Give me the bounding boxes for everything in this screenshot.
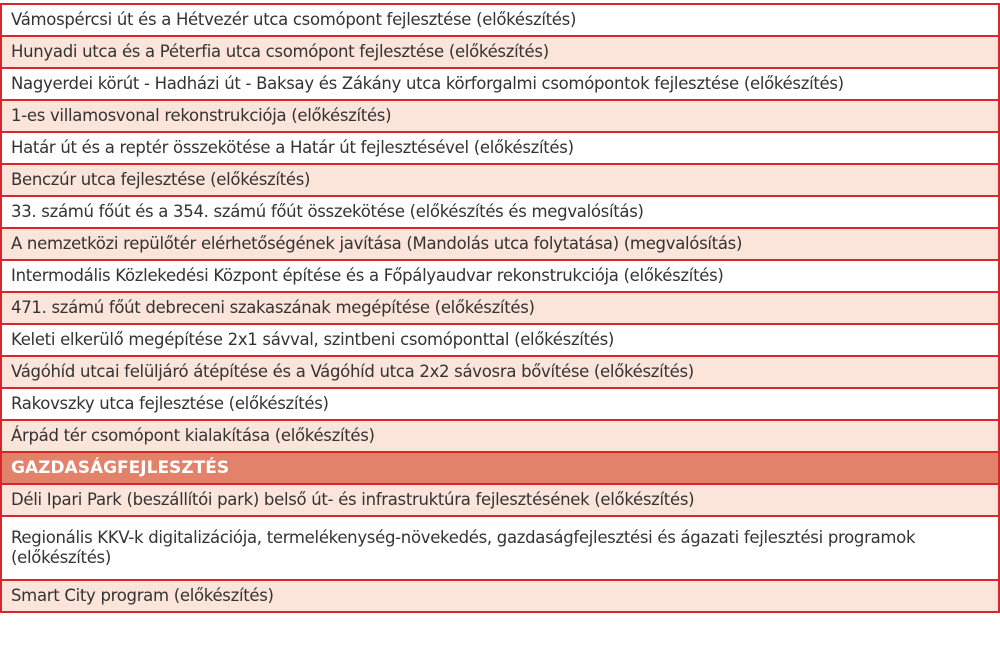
table-row xyxy=(1,36,999,68)
project-cell: Intermodális Közlekedési Központ építése és a Főpályaudvar rekonstrukciója (előkészítés) xyxy=(1,260,999,292)
table-row xyxy=(1,324,999,356)
project-cell: 1-es villamosvonal rekonstrukciója (előkészítés) xyxy=(1,100,999,132)
table-row xyxy=(1,100,999,132)
table-row xyxy=(1,388,999,420)
table-row xyxy=(1,164,999,196)
table-row xyxy=(1,196,999,228)
project-cell: A nemzetközi repülőtér elérhetőségének javítása (Mandolás utca folytatása) (megvalósítás) xyxy=(1,228,999,260)
table-row xyxy=(1,292,999,324)
project-cell: Rakovszky utca fejlesztése (előkészítés) xyxy=(1,388,999,420)
table-row xyxy=(1,484,999,516)
project-cell: 471. számú főút debreceni szakaszának megépítése (előkészítés) xyxy=(1,292,999,324)
project-cell: Vágóhíd utcai felüljáró átépítése és a Vágóhíd utca 2x2 sávosra bővítése (előkészítés) xyxy=(1,356,999,388)
section-header-row xyxy=(1,452,999,484)
table-row xyxy=(1,228,999,260)
project-cell: Hunyadi utca és a Péterfia utca csomópont fejlesztése (előkészítés) xyxy=(1,36,999,68)
project-table xyxy=(0,3,1000,613)
table-row xyxy=(1,420,999,452)
project-cell: Regionális KKV-k digitalizációja, termelékenység-növekedés, gazdaságfejlesztési és ágazati fejlesztési programok (előkészítés) xyxy=(1,516,999,580)
project-cell: Déli Ipari Park (beszállítói park) belső út- és infrastruktúra fejlesztésének (előkészítés) xyxy=(1,484,999,516)
section-title: GAZDASÁGFEJLESZTÉS xyxy=(1,452,999,484)
table-row xyxy=(1,260,999,292)
project-cell: Nagyerdei körút - Hadházi út - Baksay és Zákány utca körforgalmi csomópontok fejlesztése (előkészítés) xyxy=(1,68,999,100)
table-row xyxy=(1,132,999,164)
project-cell: Keleti elkerülő megépítése 2x1 sávval, szintbeni csomóponttal (előkészítés) xyxy=(1,324,999,356)
table-row xyxy=(1,68,999,100)
project-cell: Smart City program (előkészítés) xyxy=(1,580,999,612)
table-row xyxy=(1,4,999,36)
project-cell: Határ út és a reptér összekötése a Határ út fejlesztésével (előkészítés) xyxy=(1,132,999,164)
project-cell: Benczúr utca fejlesztése (előkészítés) xyxy=(1,164,999,196)
table-row xyxy=(1,516,999,580)
table-row xyxy=(1,356,999,388)
project-cell: Árpád tér csomópont kialakítása (előkészítés) xyxy=(1,420,999,452)
table-row xyxy=(1,580,999,612)
project-cell: Vámospércsi út és a Hétvezér utca csomópont fejlesztése (előkészítés) xyxy=(1,4,999,36)
project-cell: 33. számú főút és a 354. számú főút összekötése (előkészítés és megvalósítás) xyxy=(1,196,999,228)
